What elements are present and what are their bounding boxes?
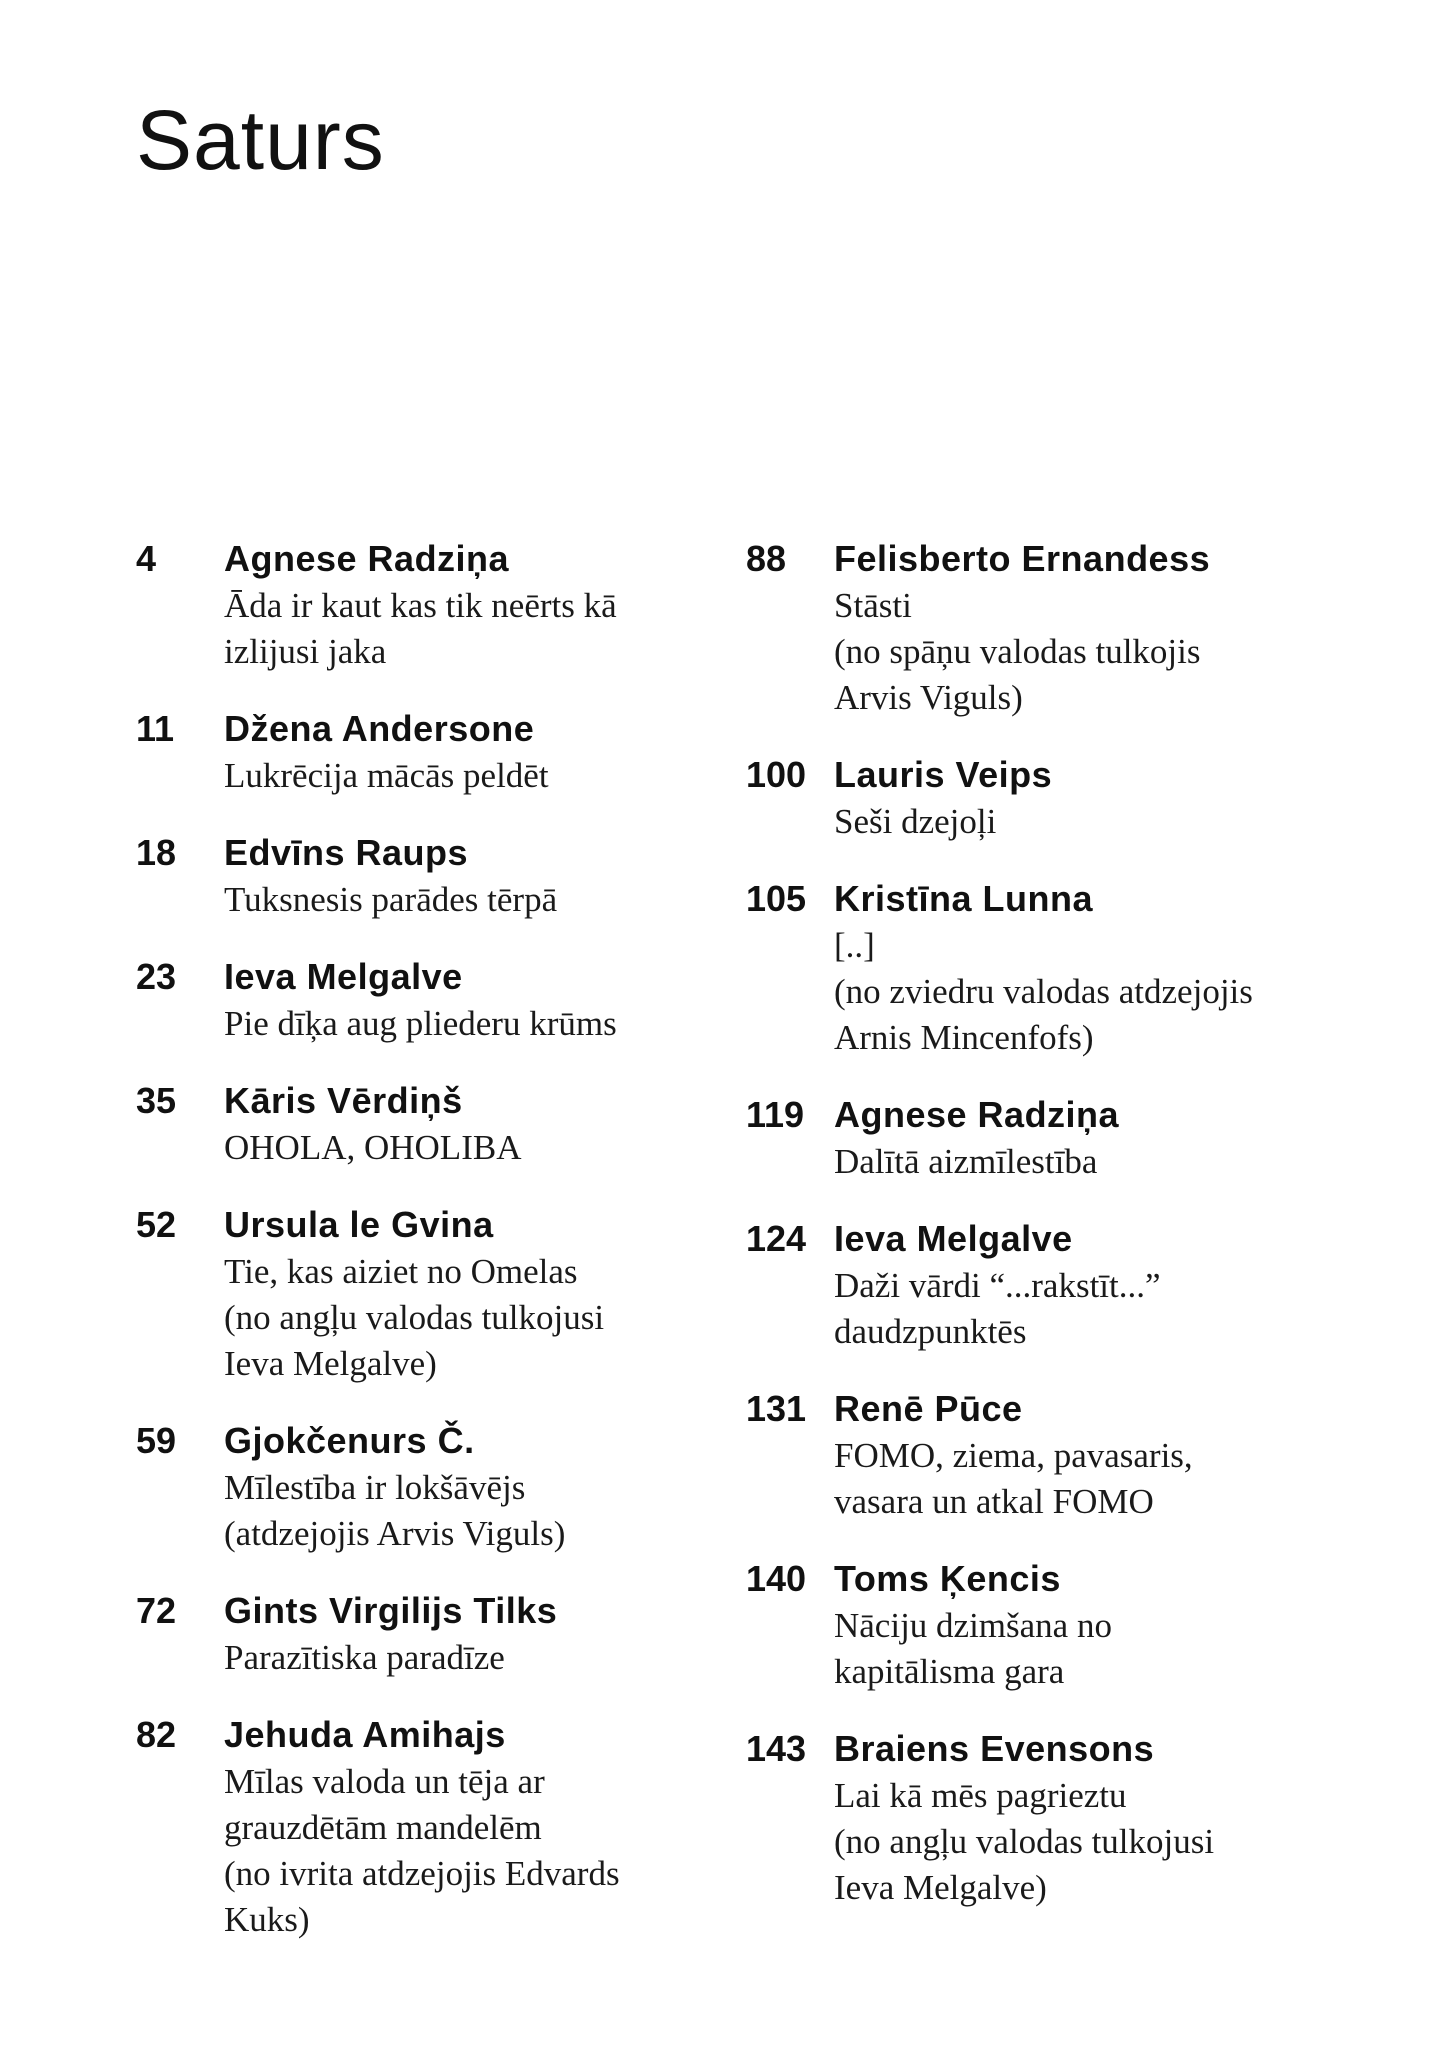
author-name: Braiens Evensons bbox=[834, 1728, 1155, 1769]
author-name: Renē Pūce bbox=[834, 1388, 1023, 1429]
work-title-line: Tie, kas aiziet no Omelas bbox=[224, 1252, 578, 1291]
work-title-line: Ieva Melgalve) bbox=[834, 1868, 1047, 1907]
toc-left-column bbox=[136, 535, 620, 1973]
author-name: Kristīna Lunna bbox=[834, 878, 1094, 919]
work-title-line: (atdzejojis Arvis Viguls) bbox=[224, 1514, 566, 1553]
toc-entry[interactable] bbox=[136, 705, 620, 799]
page-number: 131 bbox=[746, 1388, 807, 1429]
work-title-line: (no ivrita atdzejojis Edvards bbox=[224, 1854, 620, 1893]
page-number: 72 bbox=[136, 1590, 177, 1631]
work-title-line: OHOLA, OHOLIBA bbox=[224, 1128, 522, 1167]
author-name: Ieva Melgalve bbox=[834, 1218, 1073, 1259]
toc-entry[interactable] bbox=[746, 875, 1253, 1061]
page-number: 100 bbox=[746, 754, 807, 795]
work-title-line: (no angļu valodas tulkojusi bbox=[224, 1298, 605, 1337]
toc-entry[interactable] bbox=[746, 535, 1253, 721]
work-title-line: Tuksnesis parādes tērpā bbox=[224, 880, 558, 919]
work-title-line: Mīlestība ir lokšāvējs bbox=[224, 1468, 526, 1507]
work-title-line: (no angļu valodas tulkojusi bbox=[834, 1822, 1215, 1861]
page-number: 59 bbox=[136, 1420, 177, 1461]
page-number: 105 bbox=[746, 878, 807, 919]
work-title-line: Mīlas valoda un tēja ar bbox=[224, 1762, 545, 1801]
work-title-line: Daži vārdi “...rakstīt...” bbox=[834, 1266, 1161, 1305]
page-number: 119 bbox=[746, 1094, 805, 1135]
work-title-line: Pie dīķa aug pliederu krūms bbox=[224, 1004, 617, 1043]
page-number: 4 bbox=[136, 538, 157, 579]
author-name: Agnese Radziņa bbox=[834, 1094, 1120, 1135]
toc-entry[interactable] bbox=[136, 1417, 620, 1557]
work-title-line: [..] bbox=[834, 926, 875, 965]
work-title-line: Parazītiska paradīze bbox=[224, 1638, 505, 1677]
toc-entry[interactable] bbox=[746, 1725, 1253, 1911]
work-title-line: Arnis Mincenfofs) bbox=[834, 1018, 1094, 1057]
work-title-line: Kuks) bbox=[224, 1900, 310, 1939]
page-number: 124 bbox=[746, 1218, 807, 1259]
page-number: 143 bbox=[746, 1728, 807, 1769]
author-name: Edvīns Raups bbox=[224, 832, 469, 873]
work-title-line: (no zviedru valodas atdzejojis bbox=[834, 972, 1253, 1011]
author-name: Lauris Veips bbox=[834, 754, 1053, 795]
toc-entry[interactable] bbox=[136, 829, 620, 923]
toc-entry[interactable] bbox=[746, 1385, 1253, 1525]
page-number: 82 bbox=[136, 1714, 177, 1755]
page-number: 88 bbox=[746, 538, 787, 579]
author-name: Ursula le Gvina bbox=[224, 1204, 494, 1245]
toc-entry[interactable] bbox=[746, 1091, 1253, 1185]
toc-entry[interactable] bbox=[136, 535, 620, 675]
author-name: Felisberto Ernandess bbox=[834, 538, 1211, 579]
page-number: 18 bbox=[136, 832, 177, 873]
work-title-line: kapitālisma gara bbox=[834, 1652, 1065, 1691]
work-title-line: Arvis Viguls) bbox=[834, 678, 1023, 717]
author-name: Gints Virgilijs Tilks bbox=[224, 1590, 558, 1631]
work-title-line: Dalītā aizmīlestība bbox=[834, 1142, 1098, 1181]
toc-entry[interactable] bbox=[136, 1711, 620, 1943]
toc-entry[interactable] bbox=[136, 1077, 620, 1171]
page-title: Saturs bbox=[136, 93, 385, 187]
page-number: 140 bbox=[746, 1558, 807, 1599]
work-title-line: Stāsti bbox=[834, 586, 912, 625]
work-title-line: Lai kā mēs pagrieztu bbox=[834, 1776, 1127, 1815]
work-title-line: FOMO, ziema, pavasaris, bbox=[834, 1436, 1193, 1475]
page-number: 52 bbox=[136, 1204, 177, 1245]
work-title-line: izlijusi jaka bbox=[224, 632, 387, 671]
work-title-line: vasara un atkal FOMO bbox=[834, 1482, 1154, 1521]
toc-entry[interactable] bbox=[746, 751, 1253, 845]
toc-entry[interactable] bbox=[136, 1201, 620, 1387]
toc-entry[interactable] bbox=[136, 953, 620, 1047]
author-name: Džena Andersone bbox=[224, 708, 535, 749]
author-name: Jehuda Amihajs bbox=[224, 1714, 506, 1755]
work-title-line: Ieva Melgalve) bbox=[224, 1344, 437, 1383]
author-name: Gjokčenurs Č. bbox=[224, 1420, 475, 1461]
work-title-line: Lukrēcija mācās peldēt bbox=[224, 756, 549, 795]
work-title-line: Nāciju dzimšana no bbox=[834, 1606, 1112, 1645]
work-title-line: (no spāņu valodas tulkojis bbox=[834, 632, 1201, 671]
author-name: Ieva Melgalve bbox=[224, 956, 463, 997]
page-number: 11 bbox=[136, 708, 175, 749]
toc-entry[interactable] bbox=[746, 1555, 1253, 1695]
author-name: Toms Ķencis bbox=[834, 1558, 1061, 1599]
author-name: Kāris Vērdiņš bbox=[224, 1080, 463, 1121]
author-name: Agnese Radziņa bbox=[224, 538, 510, 579]
toc-right-column bbox=[746, 535, 1253, 1941]
toc-entry[interactable] bbox=[136, 1587, 620, 1681]
work-title-line: Āda ir kaut kas tik neērts kā bbox=[224, 586, 617, 625]
page-number: 35 bbox=[136, 1080, 177, 1121]
work-title-line: grauzdētām mandelēm bbox=[224, 1808, 542, 1847]
toc-entry[interactable] bbox=[746, 1215, 1253, 1355]
page-number: 23 bbox=[136, 956, 177, 997]
work-title-line: Seši dzejoļi bbox=[834, 802, 997, 841]
work-title-line: daudzpunktēs bbox=[834, 1312, 1027, 1351]
